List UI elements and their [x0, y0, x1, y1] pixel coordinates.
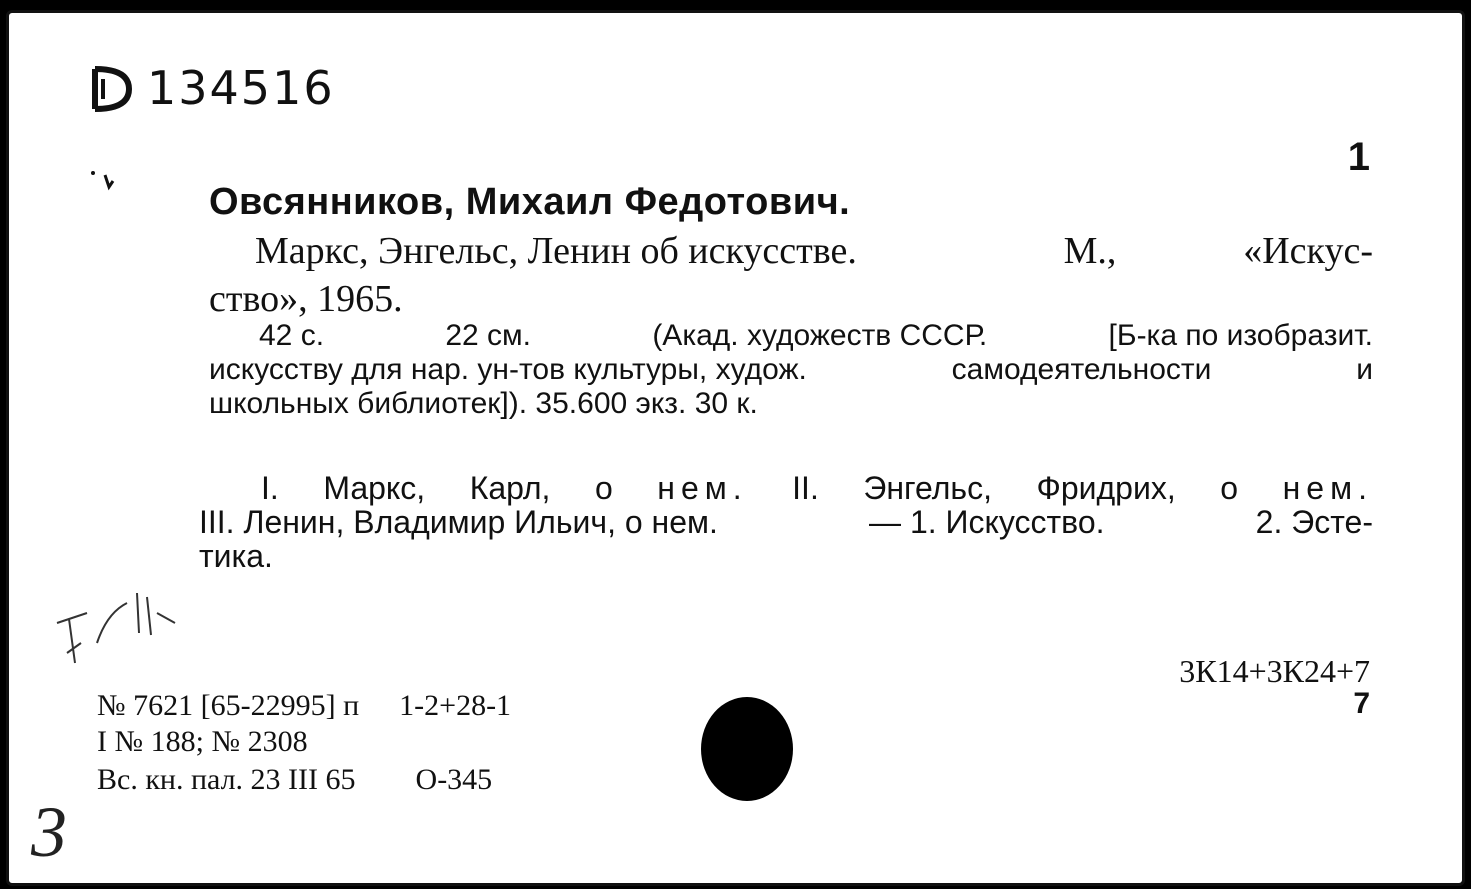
- publisher-start: «Искус-: [1243, 230, 1373, 272]
- tracing-word: I.: [261, 470, 279, 506]
- tracing-aesthetics-end: тика.: [199, 538, 273, 574]
- tracing-word: Маркс,: [323, 470, 426, 506]
- title-line: [209, 227, 1373, 275]
- tracing-word: о: [594, 470, 613, 506]
- series-end-print-run: школьных библиотек]). 35.600 экз. 30 к.: [209, 387, 758, 420]
- tracing-line: [199, 471, 1373, 505]
- publisher-place: М.,: [1063, 230, 1117, 272]
- author-heading: Овсянников, Михаил Федотович.: [209, 181, 851, 223]
- series-start: (Акад. художеств СССР.: [652, 319, 988, 352]
- series-and: и: [1356, 353, 1373, 386]
- collation-line: [209, 387, 1373, 421]
- publisher-end: ство», 1965.: [209, 278, 403, 320]
- inventory-number: 134516: [147, 61, 335, 115]
- catalog-card: [6, 10, 1465, 886]
- tracing-word: нем.: [657, 470, 748, 506]
- book-chamber-date: Вс. кн. пал. 23 III 65: [97, 763, 356, 796]
- catalog-code: О-345: [415, 763, 493, 796]
- stamp-d-icon: [89, 63, 133, 115]
- print-code: 1-2+28-1: [399, 689, 512, 722]
- series-library: [Б-ка по изобразит.: [1108, 319, 1373, 352]
- tracing-line: [199, 539, 1373, 573]
- tracing-word: о: [1220, 470, 1239, 506]
- registration-numbers: I № 188; № 2308: [97, 725, 308, 758]
- collation-line: [209, 353, 1373, 387]
- size: 22 см.: [445, 319, 532, 352]
- series-amateur: самодеятельности: [951, 353, 1212, 386]
- title-text: Маркс, Энгельс, Ленин об искусстве.: [255, 230, 857, 272]
- tracing-word: II.: [792, 470, 819, 506]
- tracing-line: [199, 505, 1373, 539]
- tracing-word: Энгельс,: [863, 470, 992, 506]
- order-number: № 7621 [65-22995] п: [97, 689, 360, 722]
- handwritten-mark: 3: [31, 792, 67, 872]
- tracing-word: Фридрих,: [1036, 470, 1176, 506]
- card-number: 1: [1347, 135, 1370, 179]
- collation-line: [209, 319, 1373, 353]
- pages: 42 с.: [259, 319, 325, 352]
- punch-hole: [701, 697, 793, 801]
- tracing-lenin: III. Ленин, Владимир Ильич, о нем.: [199, 504, 718, 540]
- tracing-word: нем.: [1282, 470, 1373, 506]
- title-block: [209, 227, 1373, 323]
- tracing-aesthetics: 2. Эсте-: [1255, 504, 1373, 540]
- classification-index: 3К14+3К24+7: [1179, 653, 1370, 689]
- meta-line-1: [97, 689, 511, 723]
- title-line: [209, 275, 1373, 323]
- tracing-art: — 1. Искусство.: [869, 504, 1105, 540]
- series-middle: искусству для нар. ун-тов культуры, худож.: [209, 353, 807, 386]
- classification-sub: 7: [1353, 687, 1370, 720]
- collation-block: [209, 319, 1373, 421]
- tracing-word: Карл,: [469, 470, 551, 506]
- ink-speck-icon: [87, 165, 123, 201]
- pencil-scribble-icon: [47, 583, 187, 693]
- meta-line-3: [97, 763, 492, 797]
- subject-tracings: [199, 471, 1373, 573]
